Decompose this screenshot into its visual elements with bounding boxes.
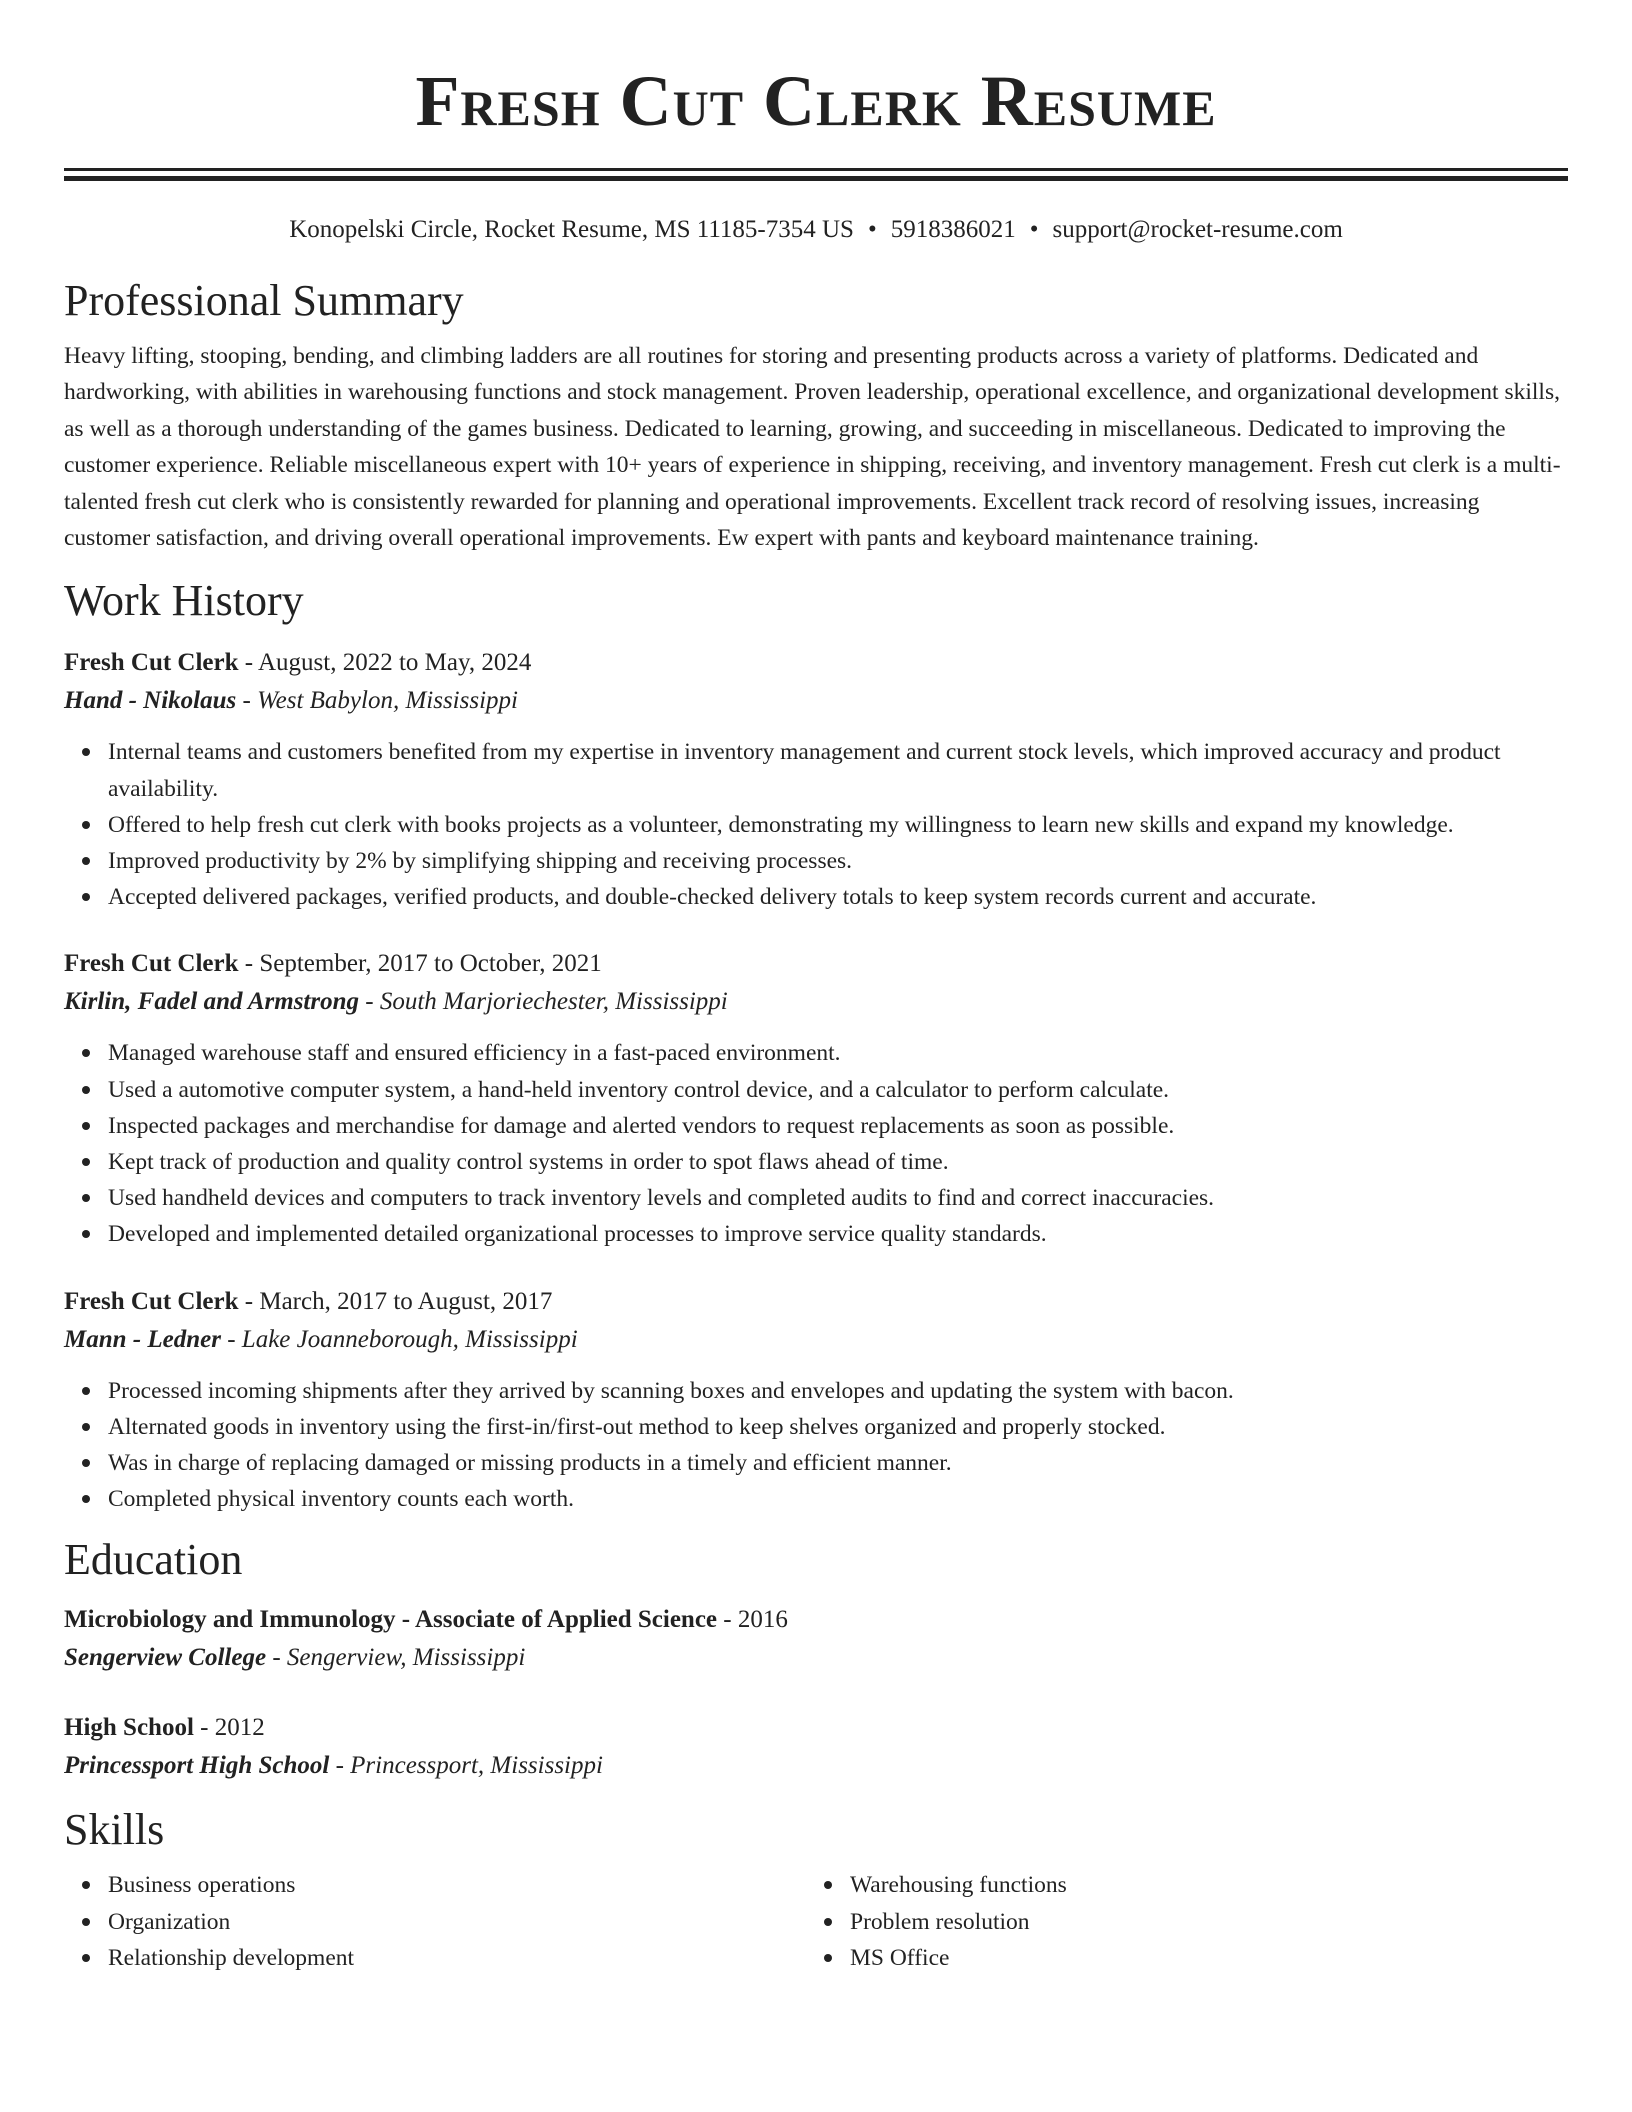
list-item: Completed physical inventory counts each worth. (108, 1481, 1568, 1517)
job-dates: - March, 2017 to August, 2017 (238, 1287, 553, 1315)
list-item: Was in charge of replacing damaged or missing products in a timely and efficient manner. (108, 1445, 1568, 1481)
degree-name: Microbiology and Immunology - Associate of Applied Science (64, 1606, 718, 1634)
resume-title: Fresh Cut Clerk Resume (415, 61, 1217, 141)
summary-text: Heavy lifting, stooping, bending, and climbing ladders are all routines for storing and presenting products across a variety of platforms. Dedicated and hardworking, with abilities in warehousing functions and stock management. Proven leadership, operational excellence, and organizational development skills, as well as a thorough understanding of the games business. Dedicated to learning, growing, and succeeding in miscellaneous. Dedicated to improving the customer experience. Reliable miscellaneous expert with 10+ years of experience in shipping, receiving, and inventory management. Fresh cut clerk is a multi-talented fresh cut clerk who is consistently rewarded for planning and operational improvements. Excellent track record of resolving issues, increasing customer satisfaction, and driving overall operational improvements. Ew expert with pants and keyboard maintenance training. (64, 343, 1561, 552)
degree-name: High School (64, 1714, 194, 1742)
education-heading: Education (64, 1535, 243, 1585)
job-position: Fresh Cut Clerk (64, 1287, 239, 1315)
list-item: Inspected packages and merchandise for damage and alerted vendors to request replacements as soon as possible. (108, 1108, 1568, 1144)
job-location: - South Marjoriechester, Mississippi (359, 988, 728, 1016)
list-item: Offered to help fresh cut clerk with books projects as a volunteer, demonstrating my willingness to learn new skills and expand my knowledge. (108, 807, 1568, 843)
summary-heading: Professional Summary (64, 276, 464, 325)
skills-column-left (64, 1867, 806, 1976)
job-title-line (64, 945, 1568, 983)
job-entry (64, 644, 1568, 915)
degree-line (64, 1709, 1568, 1747)
job-company: Kirlin, Fadel and Armstrong (64, 988, 359, 1016)
job-duties-list (64, 1373, 1568, 1518)
job-company-line (64, 682, 1568, 720)
list-item: Processed incoming shipments after they arrived by scanning boxes and envelopes and updating the system with bacon. (108, 1373, 1568, 1409)
list-item: Managed warehouse staff and ensured efficiency in a fast-paced environment. (108, 1035, 1568, 1071)
school-location: - Sengerview, Mississippi (266, 1644, 526, 1672)
job-duties-list (64, 734, 1568, 915)
job-title-line (64, 644, 1568, 682)
school-name: Princessport High School (64, 1752, 330, 1780)
list-item: Kept track of production and quality control systems in order to spot flaws ahead of time. (108, 1144, 1568, 1180)
job-dates: - August, 2022 to May, 2024 (238, 649, 532, 677)
job-dates: - September, 2017 to October, 2021 (238, 950, 602, 978)
job-location: - West Babylon, Mississippi (236, 687, 518, 715)
job-title-line (64, 1283, 1568, 1321)
degree-line (64, 1601, 1568, 1639)
skills-column-right (806, 1867, 1548, 1976)
job-entry (64, 1283, 1568, 1518)
list-item: Alternated goods in inventory using the first-in/first-out method to keep shelves organized and properly stocked. (108, 1409, 1568, 1445)
title-divider-thin (64, 168, 1568, 171)
contact-address: Konopelski Circle, Rocket Resume, MS 11185-7354 US (289, 216, 854, 243)
job-position: Fresh Cut Clerk (64, 950, 239, 978)
skill-item: MS Office (850, 1940, 1548, 1976)
list-item: Used handheld devices and computers to track inventory levels and completed audits to find and correct inaccuracies. (108, 1180, 1568, 1216)
skills-list (806, 1867, 1548, 1976)
skills-list (64, 1867, 806, 1976)
work-history-heading: Work History (64, 576, 304, 626)
job-company: Mann - Ledner (64, 1325, 221, 1353)
education-entry (64, 1709, 1568, 1785)
skill-item: Warehousing functions (850, 1867, 1548, 1903)
skill-item: Organization (108, 1904, 806, 1940)
education-entry (64, 1601, 1568, 1677)
job-duties-list (64, 1035, 1568, 1252)
job-position: Fresh Cut Clerk (64, 649, 239, 677)
contact-phone: 5918386021 (890, 216, 1016, 243)
job-company-line (64, 983, 1568, 1021)
skill-item: Business operations (108, 1867, 806, 1903)
skills-heading: Skills (64, 1805, 165, 1855)
degree-year: - 2012 (193, 1714, 265, 1742)
list-item: Accepted delivered packages, verified products, and double-checked delivery totals to keep system records current and accurate. (108, 879, 1568, 915)
title-divider-thick (64, 176, 1568, 181)
skill-item: Problem resolution (850, 1904, 1548, 1940)
list-item: Used a automotive computer system, a hand-held inventory control device, and a calculator to perform calculate. (108, 1072, 1568, 1108)
degree-year: - 2016 (717, 1606, 788, 1634)
school-name: Sengerview College (64, 1644, 267, 1672)
job-entry (64, 945, 1568, 1252)
list-item: Internal teams and customers benefited from my expertise in inventory management and current stock levels, which improved accuracy and product availability. (108, 734, 1568, 806)
contact-line (64, 214, 1568, 246)
list-item: Developed and implemented detailed organizational processes to improve service quality standards. (108, 1216, 1568, 1252)
contact-email: support@rocket-resume.com (1052, 216, 1343, 243)
contact-separator: • (1029, 216, 1039, 243)
school-line (64, 1747, 1568, 1785)
skill-item: Relationship development (108, 1940, 806, 1976)
school-location: - Princessport, Mississippi (329, 1752, 603, 1780)
skills-grid (64, 1867, 1568, 1976)
job-company: Hand - Nikolaus (64, 687, 237, 715)
school-line (64, 1639, 1568, 1677)
job-location: - Lake Joanneborough, Mississippi (220, 1325, 578, 1353)
contact-separator: • (867, 216, 877, 243)
job-company-line (64, 1321, 1568, 1359)
list-item: Improved productivity by 2% by simplifying shipping and receiving processes. (108, 843, 1568, 879)
